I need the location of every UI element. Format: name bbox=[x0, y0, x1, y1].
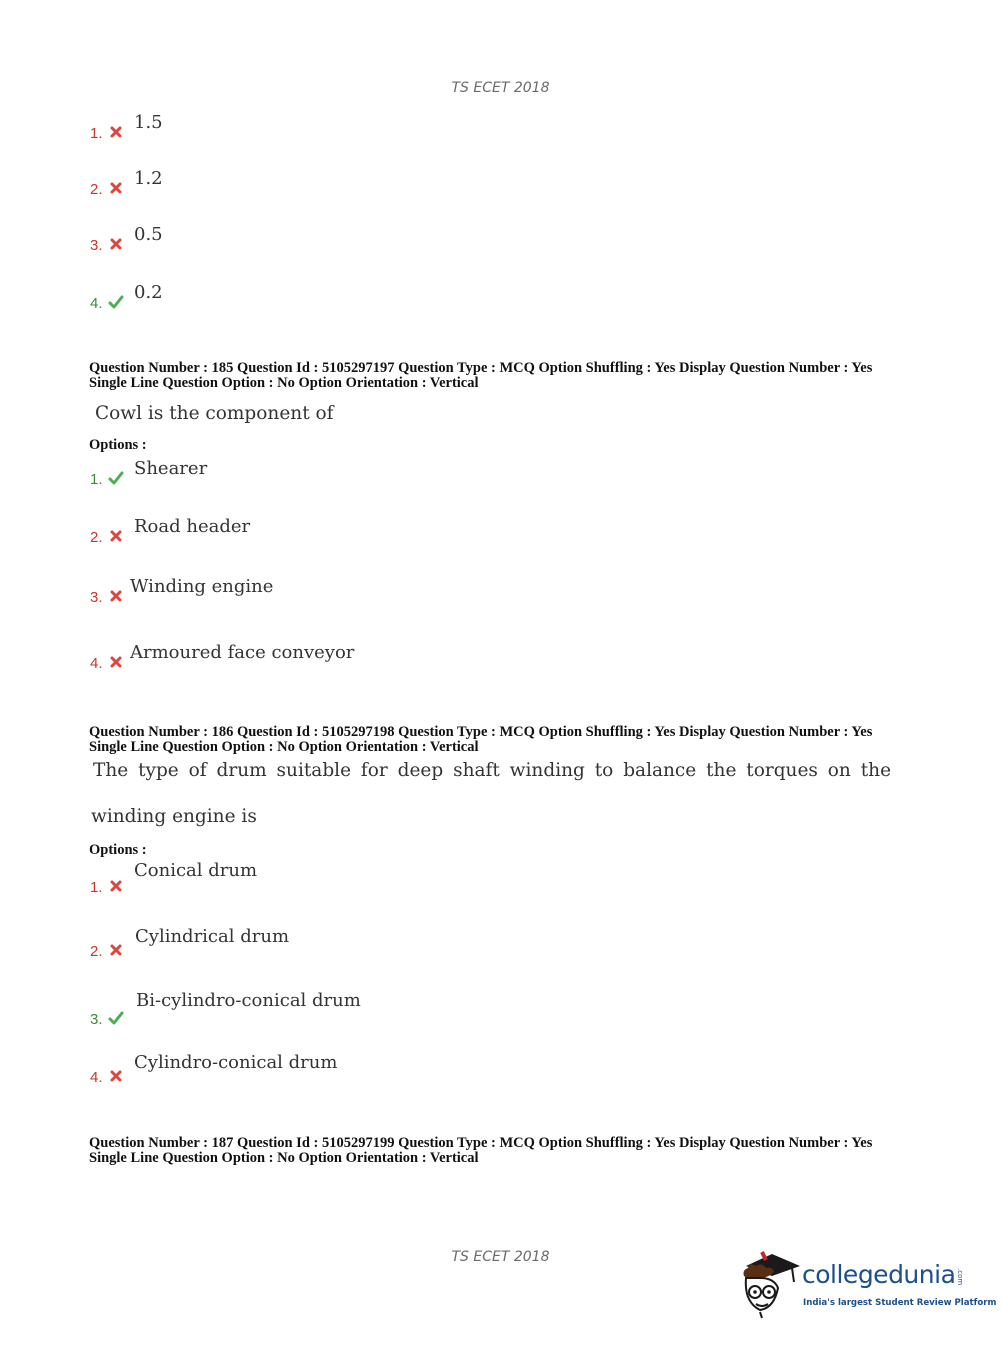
question-text-line: The type of drum suitable for deep shaft winding to balance the torques on the bbox=[93, 760, 892, 781]
cross-icon bbox=[108, 878, 124, 894]
question-meta bbox=[89, 725, 909, 755]
options-label: Options : bbox=[89, 842, 147, 858]
meta-line: Single Line Question Option : No Option Orientation : Vertical bbox=[89, 739, 479, 755]
meta-line: Question Number : 185 Question Id : 5105297197 Question Type : MCQ Option Shuffling : Yes Display Question Number : Yes bbox=[89, 360, 873, 376]
option-text: Conical drum bbox=[134, 860, 258, 881]
brand-name: collegedunia bbox=[802, 1260, 956, 1289]
option-number: 1. bbox=[90, 471, 103, 488]
question-text: Cowl is the component of bbox=[95, 403, 334, 424]
option-text: Cylindrical drum bbox=[135, 926, 290, 947]
option-number: 1. bbox=[90, 879, 103, 896]
check-icon bbox=[108, 294, 124, 310]
question-meta bbox=[89, 361, 909, 391]
option-text: Shearer bbox=[134, 458, 208, 479]
cross-icon bbox=[108, 654, 124, 670]
cross-icon bbox=[108, 1068, 124, 1084]
option-text: 1.2 bbox=[134, 168, 163, 189]
option-text: 1.5 bbox=[134, 112, 163, 133]
option-text: Winding engine bbox=[130, 576, 274, 597]
page-header: TS ECET 2018 bbox=[451, 80, 550, 96]
meta-line: Question Number : 186 Question Id : 5105297198 Question Type : MCQ Option Shuffling : Yes Display Question Number : Yes bbox=[89, 724, 873, 740]
option-number: 2. bbox=[90, 181, 103, 198]
option-text: Armoured face conveyor bbox=[130, 642, 355, 663]
check-icon bbox=[108, 470, 124, 486]
meta-line: Single Line Question Option : No Option Orientation : Vertical bbox=[89, 1150, 479, 1166]
mascot-icon bbox=[738, 1248, 802, 1320]
option-text: 0.5 bbox=[134, 224, 163, 245]
option-text: 0.2 bbox=[134, 282, 163, 303]
option-number: 4. bbox=[90, 1069, 103, 1086]
option-text: Cylindro-conical drum bbox=[134, 1052, 338, 1073]
question-text-line: winding engine is bbox=[91, 806, 257, 827]
cross-icon bbox=[108, 528, 124, 544]
meta-line: Single Line Question Option : No Option Orientation : Vertical bbox=[89, 375, 479, 391]
option-number: 2. bbox=[90, 529, 103, 546]
options-label: Options : bbox=[89, 437, 147, 453]
option-number: 1. bbox=[90, 125, 103, 142]
cross-icon bbox=[108, 124, 124, 140]
option-number: 3. bbox=[90, 1011, 103, 1028]
option-number: 2. bbox=[90, 943, 103, 960]
cross-icon bbox=[108, 942, 124, 958]
brand-suffix: .com bbox=[956, 1268, 964, 1286]
option-number: 4. bbox=[90, 295, 103, 312]
cross-icon bbox=[108, 588, 124, 604]
collegedunia-logo bbox=[738, 1248, 997, 1320]
question-meta bbox=[89, 1136, 909, 1166]
meta-line: Question Number : 187 Question Id : 5105297199 Question Type : MCQ Option Shuffling : Yes Display Question Number : Yes bbox=[89, 1135, 873, 1151]
cross-icon bbox=[108, 180, 124, 196]
brand-tagline: India's largest Student Review Platform bbox=[803, 1298, 997, 1308]
option-text: Bi-cylindro-conical drum bbox=[136, 990, 361, 1011]
option-number: 4. bbox=[90, 655, 103, 672]
check-icon bbox=[108, 1010, 124, 1026]
option-number: 3. bbox=[90, 589, 103, 606]
cross-icon bbox=[108, 236, 124, 252]
option-number: 3. bbox=[90, 237, 103, 254]
page-footer: TS ECET 2018 bbox=[451, 1249, 550, 1265]
option-text: Road header bbox=[134, 516, 251, 537]
